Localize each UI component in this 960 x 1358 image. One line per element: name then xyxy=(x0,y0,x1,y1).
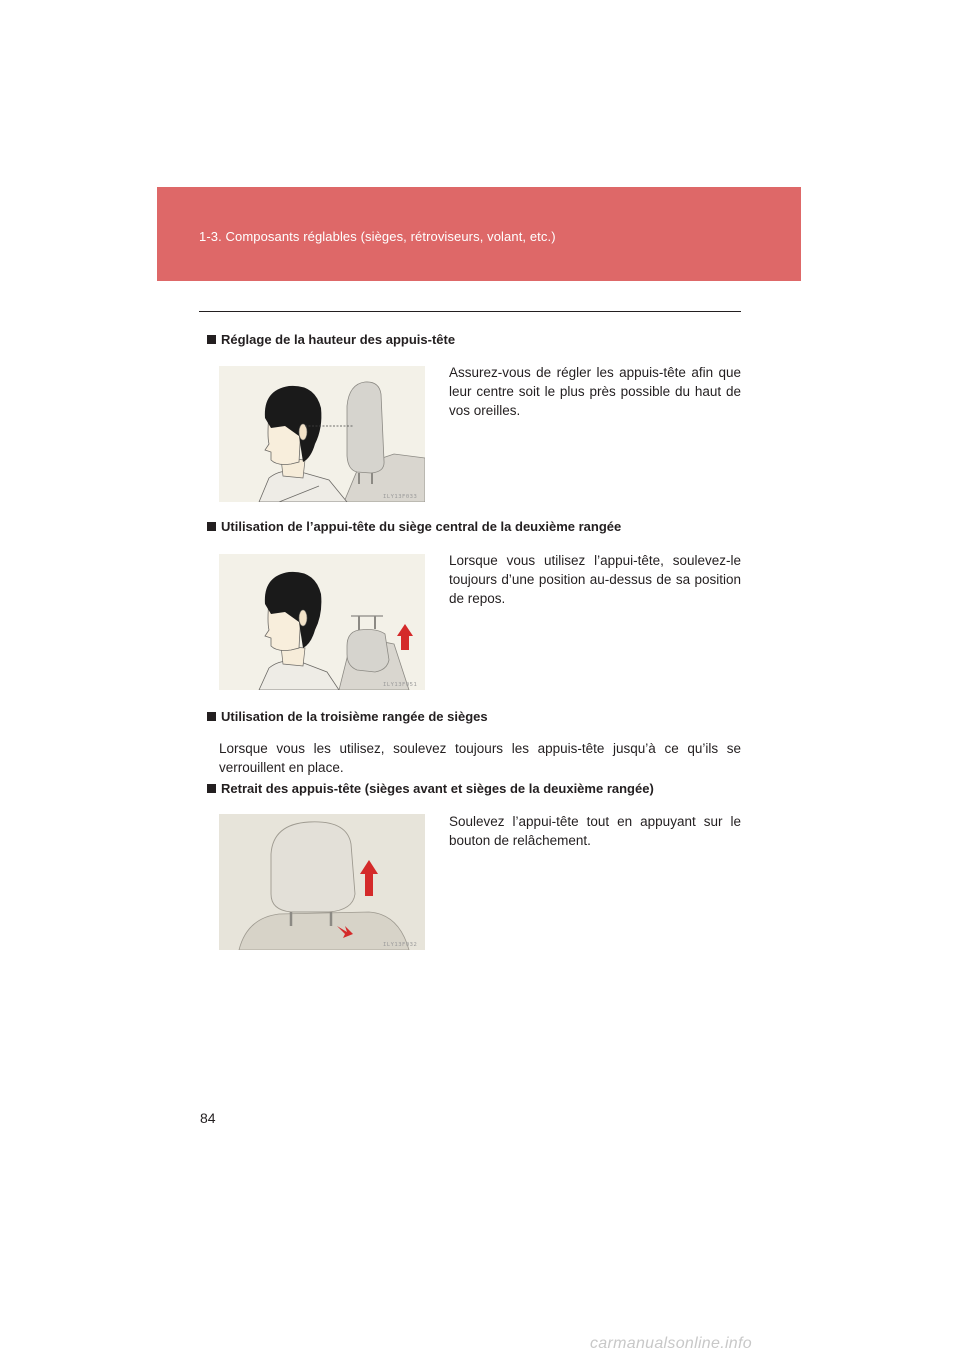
square-bullet-icon xyxy=(207,712,216,721)
section-text: Assurez-vous de régler les appuis-tête afin que leur centre soit le plus près possible du haut de vos oreilles. xyxy=(449,365,741,418)
figure-center-headrest xyxy=(219,554,425,690)
figure-code: ILY13F032 xyxy=(383,942,418,948)
page-number: 84 xyxy=(200,1110,216,1126)
figure-code: ILY13F051 xyxy=(383,682,418,688)
watermark: carmanualsonline.info xyxy=(590,1335,752,1352)
section-heading-headrest-removal xyxy=(207,781,654,796)
section-heading-center-headrest xyxy=(207,519,621,534)
section-text: Soulevez l’appui-tête tout en appuyant sur le bouton de relâchement. xyxy=(449,814,741,848)
section-heading-third-row xyxy=(207,709,488,724)
figure-headrest-height xyxy=(219,366,425,502)
square-bullet-icon xyxy=(207,784,216,793)
section-heading-text: Retrait des appuis-tête (sièges avant et sièges de la deuxième rangée) xyxy=(221,781,654,796)
section-text: Lorsque vous les utilisez, soulevez toujours les appuis-tête jusqu’à ce qu’ils se verrouillent en place. xyxy=(219,741,741,775)
section-divider xyxy=(199,311,741,312)
section-text: Lorsque vous utilisez l’appui-tête, soulevez-le toujours d’une position au-dessus de sa position de repos. xyxy=(449,553,741,606)
section-heading-text: Utilisation de l’appui-tête du siège central de la deuxième rangée xyxy=(221,519,622,534)
section-heading-text: Utilisation de la troisième rangée de sièges xyxy=(221,709,488,724)
figure-headrest-removal xyxy=(219,814,425,950)
square-bullet-icon xyxy=(207,522,216,531)
figure-code: ILY13F033 xyxy=(383,494,418,500)
section-heading-headrest-height xyxy=(207,332,455,347)
square-bullet-icon xyxy=(207,335,216,344)
section-heading-text: Réglage de la hauteur des appuis-tête xyxy=(221,332,456,347)
chapter-breadcrumb: 1-3. Composants réglables (sièges, rétroviseurs, volant, etc.) xyxy=(199,229,556,244)
